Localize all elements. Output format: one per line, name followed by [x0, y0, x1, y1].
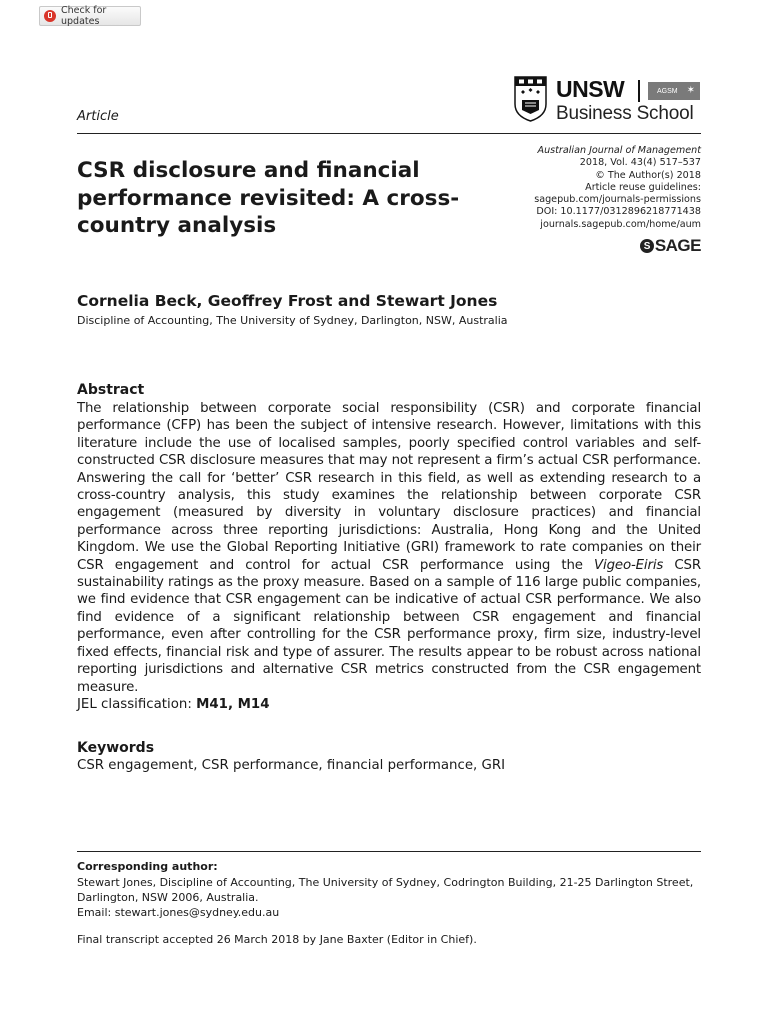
- jel-classification: [77, 697, 270, 712]
- header-divider: [77, 133, 701, 134]
- abstract-heading: Abstract: [77, 382, 145, 398]
- corresponding-author-heading: Corresponding author:: [77, 860, 218, 873]
- unsw-wordmark: UNSW: [556, 76, 625, 102]
- journal-name: Australian Journal of Management: [537, 145, 701, 156]
- sage-wordmark: SAGE: [654, 236, 701, 255]
- star-icon: ✶: [686, 85, 695, 96]
- article-type-label: Article: [77, 109, 119, 124]
- journal-volume: 2018, Vol. 43(4) 517–537: [579, 157, 701, 169]
- keywords-text: CSR engagement, CSR performance, financial performance, GRI: [77, 758, 506, 773]
- abstract-text-part2: CSR sustainability ratings as the proxy measure. Based on a sample of 116 large public companies, we find evidence that CSR engagement can be indicative of actual CSR performance. We also find evidence of a significant relationship between CSR engagement and financial performance, even after controlling for the CSR performance proxy, firm size, industry-level fixed effects, financial risk and type of assurer. The results appear to be robust across national reporting jurisdictions and alternative CSR metrics constructed from the CSR engagement measure.: [77, 557, 701, 695]
- corresponding-author-details: [77, 875, 701, 920]
- business-school-wordmark: Business School: [556, 103, 694, 124]
- abstract-text-italic: Vigeo-Eiris: [594, 557, 664, 573]
- jel-codes: M41, M14: [196, 697, 270, 712]
- doi-link[interactable]: DOI: 10.1177/0312896218771438: [536, 206, 701, 218]
- abstract-text-part1: The relationship between corporate social responsibility (CSR) and corporate financial performance (CFP) has been the subject of intensive research. However, limitations with this literature include the use of localised samples, poorly specified control variables and self-constructed CSR disclosure measures that may not represent a firm’s actual CSR performance. Answering the call for ‘better’ CSR research in this field, as well as extending research to a cross-country analysis, this study examines the relationship between corporate CSR engagement (measured by diversity in voluntary disclosure practices) and financial performance across three reporting jurisdictions: Australia, Hong Kong and the United Kingdom. We use the Global Reporting Initiative (GRI) framework to rate companies on their CSR engagement and control for actual CSR performance using the: [77, 401, 701, 573]
- permissions-link[interactable]: sagepub.com/journals-permissions: [534, 194, 701, 206]
- corresponding-email[interactable]: Email: stewart.jones@sydney.edu.au: [77, 906, 280, 919]
- check-for-updates-label: Check for updates: [61, 5, 107, 27]
- footnote-divider: [77, 851, 701, 852]
- journal-home-link[interactable]: journals.sagepub.com/home/aum: [540, 218, 701, 230]
- abstract-text: [77, 400, 701, 696]
- sage-logo: [640, 236, 701, 256]
- copyright-notice: © The Author(s) 2018: [595, 169, 701, 181]
- sage-s-icon: S: [640, 239, 654, 253]
- jel-label: JEL classification:: [77, 697, 197, 712]
- keywords-heading: Keywords: [77, 740, 155, 756]
- update-badge-icon: [44, 10, 56, 22]
- logo-divider: [638, 80, 640, 102]
- final-transcript-note: Final transcript accepted 26 March 2018 by Jane Baxter (Editor in Chief).: [77, 933, 477, 946]
- agsm-label: AGSM: [657, 87, 678, 95]
- corresponding-address-line2: Darlington, NSW 2006, Australia.: [77, 891, 259, 904]
- corresponding-address-line1: Stewart Jones, Discipline of Accounting, The University of Sydney, Codrington Building, 21-25 Darlington Street,: [77, 876, 694, 889]
- author-affiliation: Discipline of Accounting, The University of Sydney, Darlington, NSW, Australia: [77, 314, 508, 327]
- unsw-crest-icon: [514, 76, 547, 122]
- author-list: Cornelia Beck, Geoffrey Frost and Stewart Jones: [77, 292, 498, 310]
- reuse-guidelines-label: Article reuse guidelines:: [585, 181, 701, 193]
- paper-title: CSR disclosure and financial performance revisited: A cross-country analysis: [77, 158, 460, 238]
- check-for-updates-button[interactable]: [39, 6, 141, 26]
- agsm-badge: [648, 82, 700, 100]
- journal-info: [534, 145, 701, 231]
- unsw-business-school-logo: [514, 76, 702, 126]
